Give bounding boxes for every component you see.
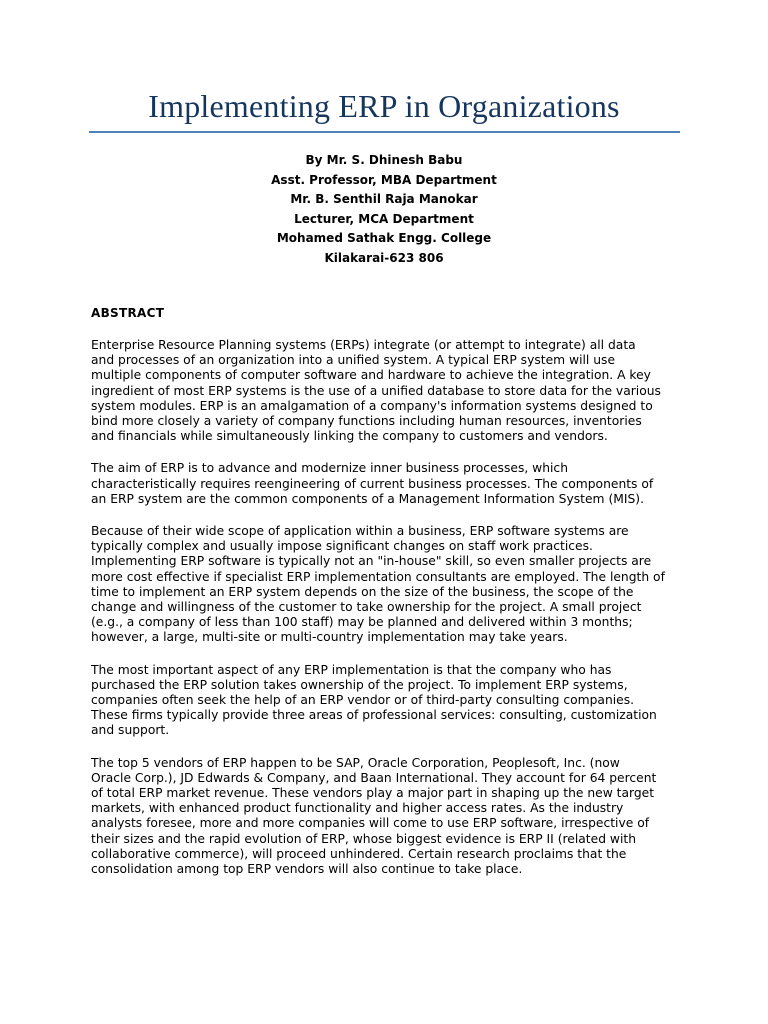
paragraph-line: markets, with enhanced product functionality and higher access rates. As the industry (91, 801, 624, 816)
paragraph-line: companies often seek the help of an ERP vendor or of third-party consulting companies. (91, 693, 635, 708)
paragraph-line: The aim of ERP is to advance and modernize inner business processes, which (91, 461, 568, 476)
paragraph-line: characteristically requires reengineering of current business processes. The components of (91, 476, 654, 491)
author-block (0, 151, 768, 268)
paragraph-line: bind more closely a variety of company functions including human resources, inventories (91, 414, 642, 429)
abstract-body (91, 338, 691, 894)
author-line: Asst. Professor, MBA Department (271, 172, 497, 187)
abstract-paragraph (91, 461, 691, 507)
abstract-paragraph (91, 338, 691, 444)
document-title: Implementing ERP in Organizations (148, 88, 620, 124)
paragraph-line: The most important aspect of any ERP implementation is that the company who has (91, 662, 612, 677)
paragraph-line: Enterprise Resource Planning systems (ERPs) integrate (or attempt to integrate) all data (91, 338, 636, 352)
author-line: Mr. B. Senthil Raja Manokar (290, 192, 478, 206)
paragraph-line: Oracle Corp.), JD Edwards & Company, and Baan International. They account for 64 percent (91, 770, 657, 785)
paragraph-line: an ERP system are the common components of a Management Information System (MIS). (91, 491, 644, 506)
author-line: Mohamed Sathak Engg. College (276, 231, 492, 245)
paragraph-line: Because of their wide scope of application within a business, ERP software systems are (91, 524, 629, 539)
paragraph-line: and support. (91, 723, 170, 738)
paragraph-line: however, a large, multi-site or multi-country implementation may take years. (91, 630, 568, 645)
paragraph-line: collaborative commerce), will proceed unhindered. Certain research proclaims that the (91, 846, 627, 861)
paragraph-line: and processes of an organization into a unified system. A typical ERP system will use (91, 353, 616, 368)
paragraph-line: The top 5 vendors of ERP happen to be SAP, Oracle Corporation, Peoplesoft, Inc. (now (91, 755, 620, 770)
author-line: By Mr. S. Dhinesh Babu (305, 153, 463, 167)
paragraph-line: Implementing ERP software is typically not an "in-house" skill, so even smaller projects are (91, 554, 652, 569)
paragraph-line: of total ERP market revenue. These vendors play a major part in shaping up the new target (91, 786, 655, 801)
paragraph-line: ingredient of most ERP systems is the use of a unified database to store data for the various (91, 383, 661, 398)
paragraph-line: These firms typically provide three areas of professional services: consulting, customization (91, 708, 657, 723)
paragraph-line: typically complex and usually impose significant changes on staff work practices. (91, 539, 593, 554)
paragraph-line: their sizes and the rapid evolution of ERP, whose biggest evidence is ERP II (related with (91, 831, 637, 846)
paragraph-line: system modules. ERP is an amalgamation of a company's information systems designed to (91, 398, 653, 413)
author-line: Lecturer, MCA Department (294, 211, 474, 226)
paragraph-line: consolidation among top ERP vendors will also continue to take place. (91, 862, 523, 877)
paragraph-line: purchased the ERP solution takes ownership of the project. To implement ERP systems, (91, 677, 628, 692)
paragraph-line: more cost effective if specialist ERP implementation consultants are employed. The length of (91, 569, 665, 584)
paragraph-line: multiple components of computer software and hardware to achieve the integration. A key (91, 368, 651, 383)
author-line: Kilakarai-623 806 (324, 250, 444, 265)
paragraph-line: time to implement an ERP system depends on the size of the business, the scope of the (91, 584, 634, 599)
paragraph-line: (e.g., a company of less than 100 staff) may be planned and delivered within 3 months; (91, 615, 633, 630)
title-underline (89, 131, 680, 133)
section-heading-abstract: ABSTRACT (91, 306, 165, 320)
abstract-paragraph (91, 524, 691, 646)
paragraph-line: and financials while simultaneously linking the company to customers and vendors. (91, 429, 608, 444)
abstract-paragraph (91, 663, 691, 739)
paragraph-line: analysts foresee, more and more companies will come to use ERP software, irrespective of (91, 816, 650, 831)
paragraph-line: change and willingness of the customer to take ownership for the project. A small project (91, 600, 642, 615)
abstract-paragraph (91, 756, 691, 878)
